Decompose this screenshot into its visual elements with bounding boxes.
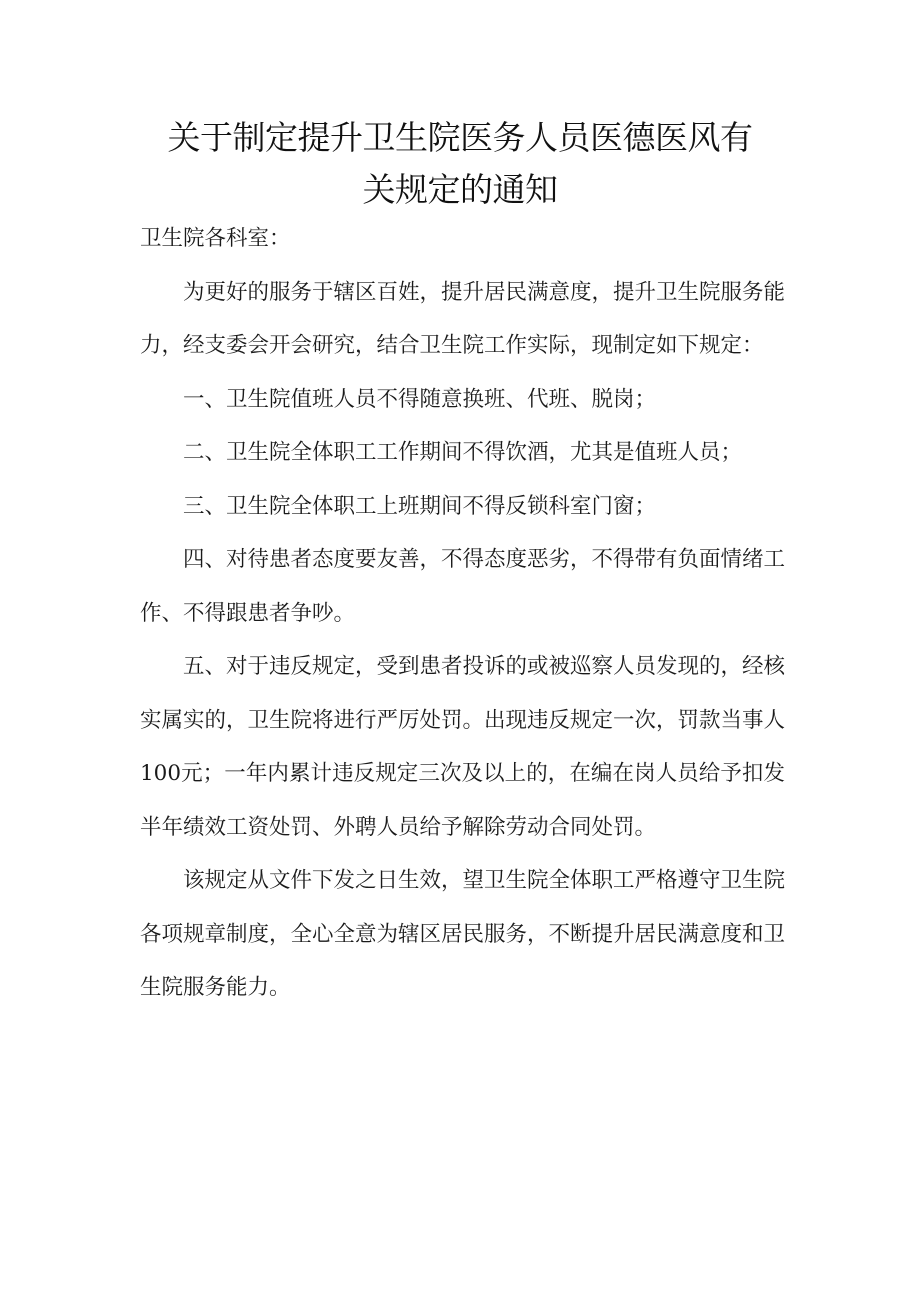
document-title (140, 112, 780, 216)
paragraph-intro: 为更好的服务于辖区百姓，提升居民满意度，提升卫生院服务能力，经支委会开会研究，结合卫生院工作实际，现制定如下规定： (140, 279, 786, 358)
document-body (140, 212, 785, 1015)
paragraph-rule-1: 一、卫生院值班人员不得随意换班、代班、脱岗； (183, 386, 657, 412)
paragraph-rule-2: 二、卫生院全体职工工作期间不得饮酒，尤其是值班人员； (183, 440, 743, 465)
paragraph-rule-4: 四、对待患者态度要友善，不得态度恶劣，不得带有负面情绪工作、不得跟患者争吵。 (140, 547, 786, 626)
paragraph-rule-5: 五、对于违反规定，受到患者投诉的或被巡察人员发现的，经核实属实的，卫生院将进行严厉处罚。出现违反规定一次，罚款当事人100元；一年内累计违反规定三次及以上的，在编在岗人员给予扣发半年绩效工资处罚、外聘人员给予解除劳动合同处罚。 (140, 654, 786, 840)
paragraph-rule-3: 三、卫生院全体职工上班期间不得反锁科室门窗； (183, 493, 657, 519)
title-line-2: 关规定的通知 (362, 170, 558, 209)
paragraph-closing: 该规定从文件下发之日生效，望卫生院全体职工严格遵守卫生院各项规章制度，全心全意为辖区居民服务，不断提升居民满意度和卫生院服务能力。 (140, 868, 786, 1000)
salutation: 卫生院各科室： (140, 226, 291, 251)
title-line-1: 关于制定提升卫生院医务人员医德医风有 (167, 118, 753, 157)
